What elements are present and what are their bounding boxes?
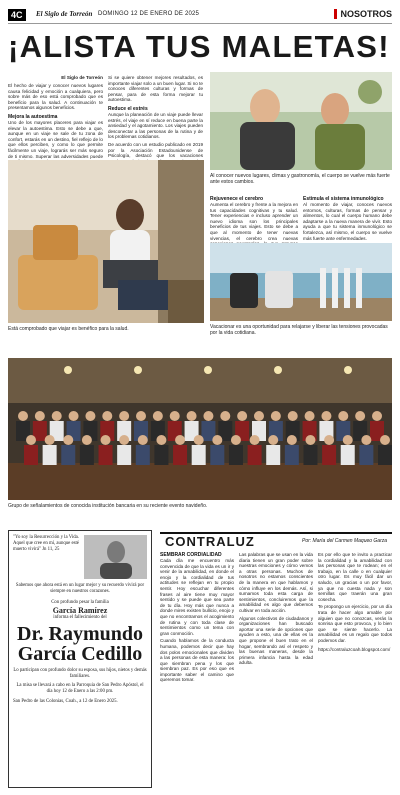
person-body <box>24 445 38 465</box>
person-body <box>303 445 317 465</box>
page-number: 4C <box>8 9 26 21</box>
person-head <box>203 411 213 421</box>
obituary-family-line: Con profundo pesar la familia <box>51 600 109 605</box>
person-head <box>63 435 73 445</box>
person-head <box>156 435 166 445</box>
person-body <box>248 445 262 465</box>
person-head <box>321 411 331 421</box>
person-head <box>69 411 79 421</box>
person-head <box>138 435 148 445</box>
person-head <box>119 411 129 421</box>
obituary-intro: Sabemos que ahora está en un lugar mejor y su recuerdo vivirá por siempre en nuestros corazones. <box>15 583 145 594</box>
person-body <box>285 445 299 465</box>
person-body <box>266 445 280 465</box>
person-head <box>305 435 315 445</box>
person-head <box>338 411 348 421</box>
column-blog-link[interactable]: https://contraluzcoah.blogspot.com/ <box>318 646 391 652</box>
obituary-portrait <box>84 535 147 579</box>
person-head <box>287 435 297 445</box>
page-header <box>8 8 392 24</box>
person-head <box>288 411 298 421</box>
column-title: CONTRALUZ <box>165 534 255 549</box>
column-text: Algunos colectivos de ciudadanos y organizaciones han buscado aportar una serie de opciones que ayuden a esto, una de ellas es la que propone el buen trato en el hogar, sembrando así el respeto y las buenas maneras, desde la primera infancia hasta la edad adulta. <box>239 615 313 666</box>
couple-caption: Al conocer nuevos lugares, climas y gastronomía, el cuerpo se vuelve más fuerte ante estos cambios. <box>210 173 390 185</box>
person-head <box>194 435 204 445</box>
person-body <box>117 445 131 465</box>
person-head <box>271 411 281 421</box>
person-body <box>322 445 336 465</box>
person-head <box>187 411 197 421</box>
person-head <box>250 435 260 445</box>
person-head <box>119 435 129 445</box>
person-head <box>380 435 390 445</box>
couple-photo <box>210 72 392 170</box>
obituary-family-line-2: informa el fallecimiento del <box>53 615 107 620</box>
obituary-notice <box>8 530 152 788</box>
person-head <box>355 411 365 421</box>
person-head <box>102 411 112 421</box>
article-text: Uno de los mayores placeres para viajar es elevar la autoestima. Esto se debe a que, aunque en un viaje se sale de tu zona de confort, estarás en un destino, fiel reflejo de lo que ellos perciben, y como lo que permite fácilmente un viaje, lograrás ser más seguro de ti mismo. Superar las adversidades puede <box>8 119 103 159</box>
person-head <box>237 411 247 421</box>
article-text: Aumenta el cerebro y frente a la mejora en tus capacidades cognitivas y tu salud. Tener experiencias e incluso aprender un nuevo idioma son los principales beneficios de tus viajes. Esto se debe a que al momento de tener nuevas vivencias, el cerebro crea nuevas <box>210 202 298 241</box>
person-head <box>231 435 241 445</box>
person-head <box>52 411 62 421</box>
laptop-photo <box>8 160 204 323</box>
person-head <box>35 411 45 421</box>
laptop-caption: Está comprobado que viajar es benéfico para la salud. <box>8 326 129 332</box>
article-text: Al momento de viajar, conoces nuevos entornos, culturas, formas de pensar y alimentos, lo cual el cuerpo humano debe adaptarse a la nueva manera de vivir. Esto ayuda a que tu sistema inmunológico se fortalezca, así mismo, el cuerpo se vuelve más fuerte ante enfermedades. <box>303 202 392 241</box>
newspaper-name: El Siglo de Torreón <box>36 10 93 18</box>
headline: ¡ALISTA TUS MALETAS! <box>8 29 390 64</box>
column-text: Te propongo un ejercicio, por un día trata de hacer algo amable por alguien que no conozcas, verás la sonrisa que esto provoca, y lo bien que se siente hacerlo. La amabilidad es un regalo que todos podemos dar. <box>318 604 392 643</box>
column-subhead: SEMBRAR CORDIALIDAD <box>160 552 222 558</box>
obituary-deceased-name: Dr. Raymundo García Cedillo <box>17 623 143 665</box>
column-author: Por: María del Carmen Maqueo Garza <box>302 538 388 544</box>
person-body <box>173 445 187 465</box>
person-head <box>153 411 163 421</box>
person-body <box>61 445 75 465</box>
contraluz-column-3 <box>318 552 392 654</box>
person-head <box>212 435 222 445</box>
person-body <box>192 445 206 465</box>
person-head <box>305 411 315 421</box>
obituary-place-date: San Pedro de las Colonias, Coah., a 12 de Enero 2025. <box>13 699 118 704</box>
person-head <box>361 435 371 445</box>
person-body <box>80 445 94 465</box>
obituary-quote: "Yo soy la Resurrección y la Vida. Aquel que cree en mí, aunque esté muerto vivirá" Jn 11, 25 <box>13 535 79 552</box>
person-body <box>154 445 168 465</box>
subhead-cerebro: Rejuvenece el cerebro <box>210 196 264 202</box>
person-head <box>343 435 353 445</box>
article-text: Si se quiere obtener mejores resultados, es importante viajar solo a un buen lugar. Si no te conoces diferentes culturas y formas de pensar, para de esta forma mejorar tu autoestima. <box>108 75 203 103</box>
person-head <box>170 411 180 421</box>
person-head <box>175 435 185 445</box>
article-intro: El hecho de viajar y conocer nuevos lugares causa felicidad y emoción a cualquiera, pero sobre más de eso está comprobado que es beneficio para la salud. A continuación te presentamos algunos beneficios. <box>8 83 103 111</box>
person-body <box>359 445 373 465</box>
contraluz-column-1 <box>160 552 234 685</box>
section-name: NOSOTROS <box>334 9 392 19</box>
person-head <box>101 435 111 445</box>
column-text: Las palabras que se usan en la vida diaria tienen un gran poder sobre nuestras emociones y cómo vemos a otras personas. Muchos de nosotros no estamos conscientes de la manera en que hablamos y cómo influye en los demás. Así, si sumamos toda esta carga de sentimientos, concluiremos que la amabilidad es algo que debemos cultivar en toda acción. <box>239 552 313 613</box>
article-text: De acuerdo con un estudio publicado en 2019 por la Asociación Estadounidense de Psicología, destacó que los vacaciones <box>108 141 203 159</box>
person-head <box>324 435 334 445</box>
article-column-1 <box>8 75 103 167</box>
person-body <box>378 445 392 465</box>
person-head <box>136 411 146 421</box>
person-body <box>99 445 113 465</box>
person-head <box>85 411 95 421</box>
subhead-estres: Reduce el estrés <box>108 105 148 112</box>
person-head <box>268 435 278 445</box>
article-byline: El Siglo de Torreón <box>61 75 103 80</box>
person-body <box>229 445 243 465</box>
obituary-family-name: García Ramírez <box>52 606 108 615</box>
person-body <box>210 445 224 465</box>
person-body <box>43 445 57 465</box>
person-head <box>254 411 264 421</box>
dock-photo <box>210 243 392 321</box>
person-head <box>45 435 55 445</box>
article-text: Aunque la planeación de un viaje puede llevar estrés, el viaje en sí reduce en buena parte la ansiedad y el agotamiento. Los viajes pueden desconectar a las personas de la rutina y de los problemas cotidianos. <box>108 111 203 140</box>
obituary-mass: La misa se llevará a cabo en la Parroquia de San Pedro Apóstol, el día hoy 12 de Enero a las 2:00 pm. <box>16 683 144 694</box>
person-head <box>26 435 36 445</box>
issue-date: DOMINGO 12 DE ENERO DE 2025 <box>98 11 200 17</box>
column-text: Cuando hablamos de la conducta humana, podemos decir que hay dos polos emocionales que dividen a las personas de esta manera: los que siembran pena y los que siembran paz. Es por eso que es importante saber el camino que queremos tomar. <box>160 638 234 683</box>
person-head <box>220 411 230 421</box>
subhead-autoestima: Mejora la autoestima <box>8 113 58 120</box>
person-body <box>136 445 150 465</box>
contraluz-column-2 <box>239 552 313 668</box>
group-photo <box>8 358 392 500</box>
column-text: Cada día me encuentro más convencida de que la vida es un ir y venir de la amabilidad, en donde el enojo y la cordialidad de tus actitudes se reflejan en tu propio sentir. Hoy escuchar diferentes frases al aire tiene muy mayor sentido y se puede que sea parte de tu día. Hoy más que nunca a donde mires existen bullicio, enojo y que no encontramos el acogimiento de rutina y con toda clase de sentimientos como un tema con gran conmoción. <box>160 558 234 636</box>
group-caption: Grupo de señalamientos de conocida institución bancaria en su reciente evento navideño. <box>8 503 208 509</box>
person-head <box>18 411 28 421</box>
obituary-details: Lo participan con profundo dolor su esposa, sus hijos, nietos y demás familiares. <box>13 668 147 679</box>
column-text: Es por ello que te invito a practicar la cordialidad y la amabilidad con las personas que te rodean; en el trabajo, en la calle o en cualquier otro lugar. Es muy fácil dar un saludo, un gracias o un por favor, ya que no cuesta nada y son semillas que traerán una gran cosecha. <box>318 552 392 602</box>
dock-caption: Vacacionar es una oportunidad para relajarse y liberar las tensiones provocadas por la vida cotidiana. <box>210 324 388 336</box>
person-head <box>372 411 382 421</box>
person-head <box>82 435 92 445</box>
person-body <box>341 445 355 465</box>
subhead-inmunologico: Estimula el sistema inmunológico <box>303 196 384 202</box>
